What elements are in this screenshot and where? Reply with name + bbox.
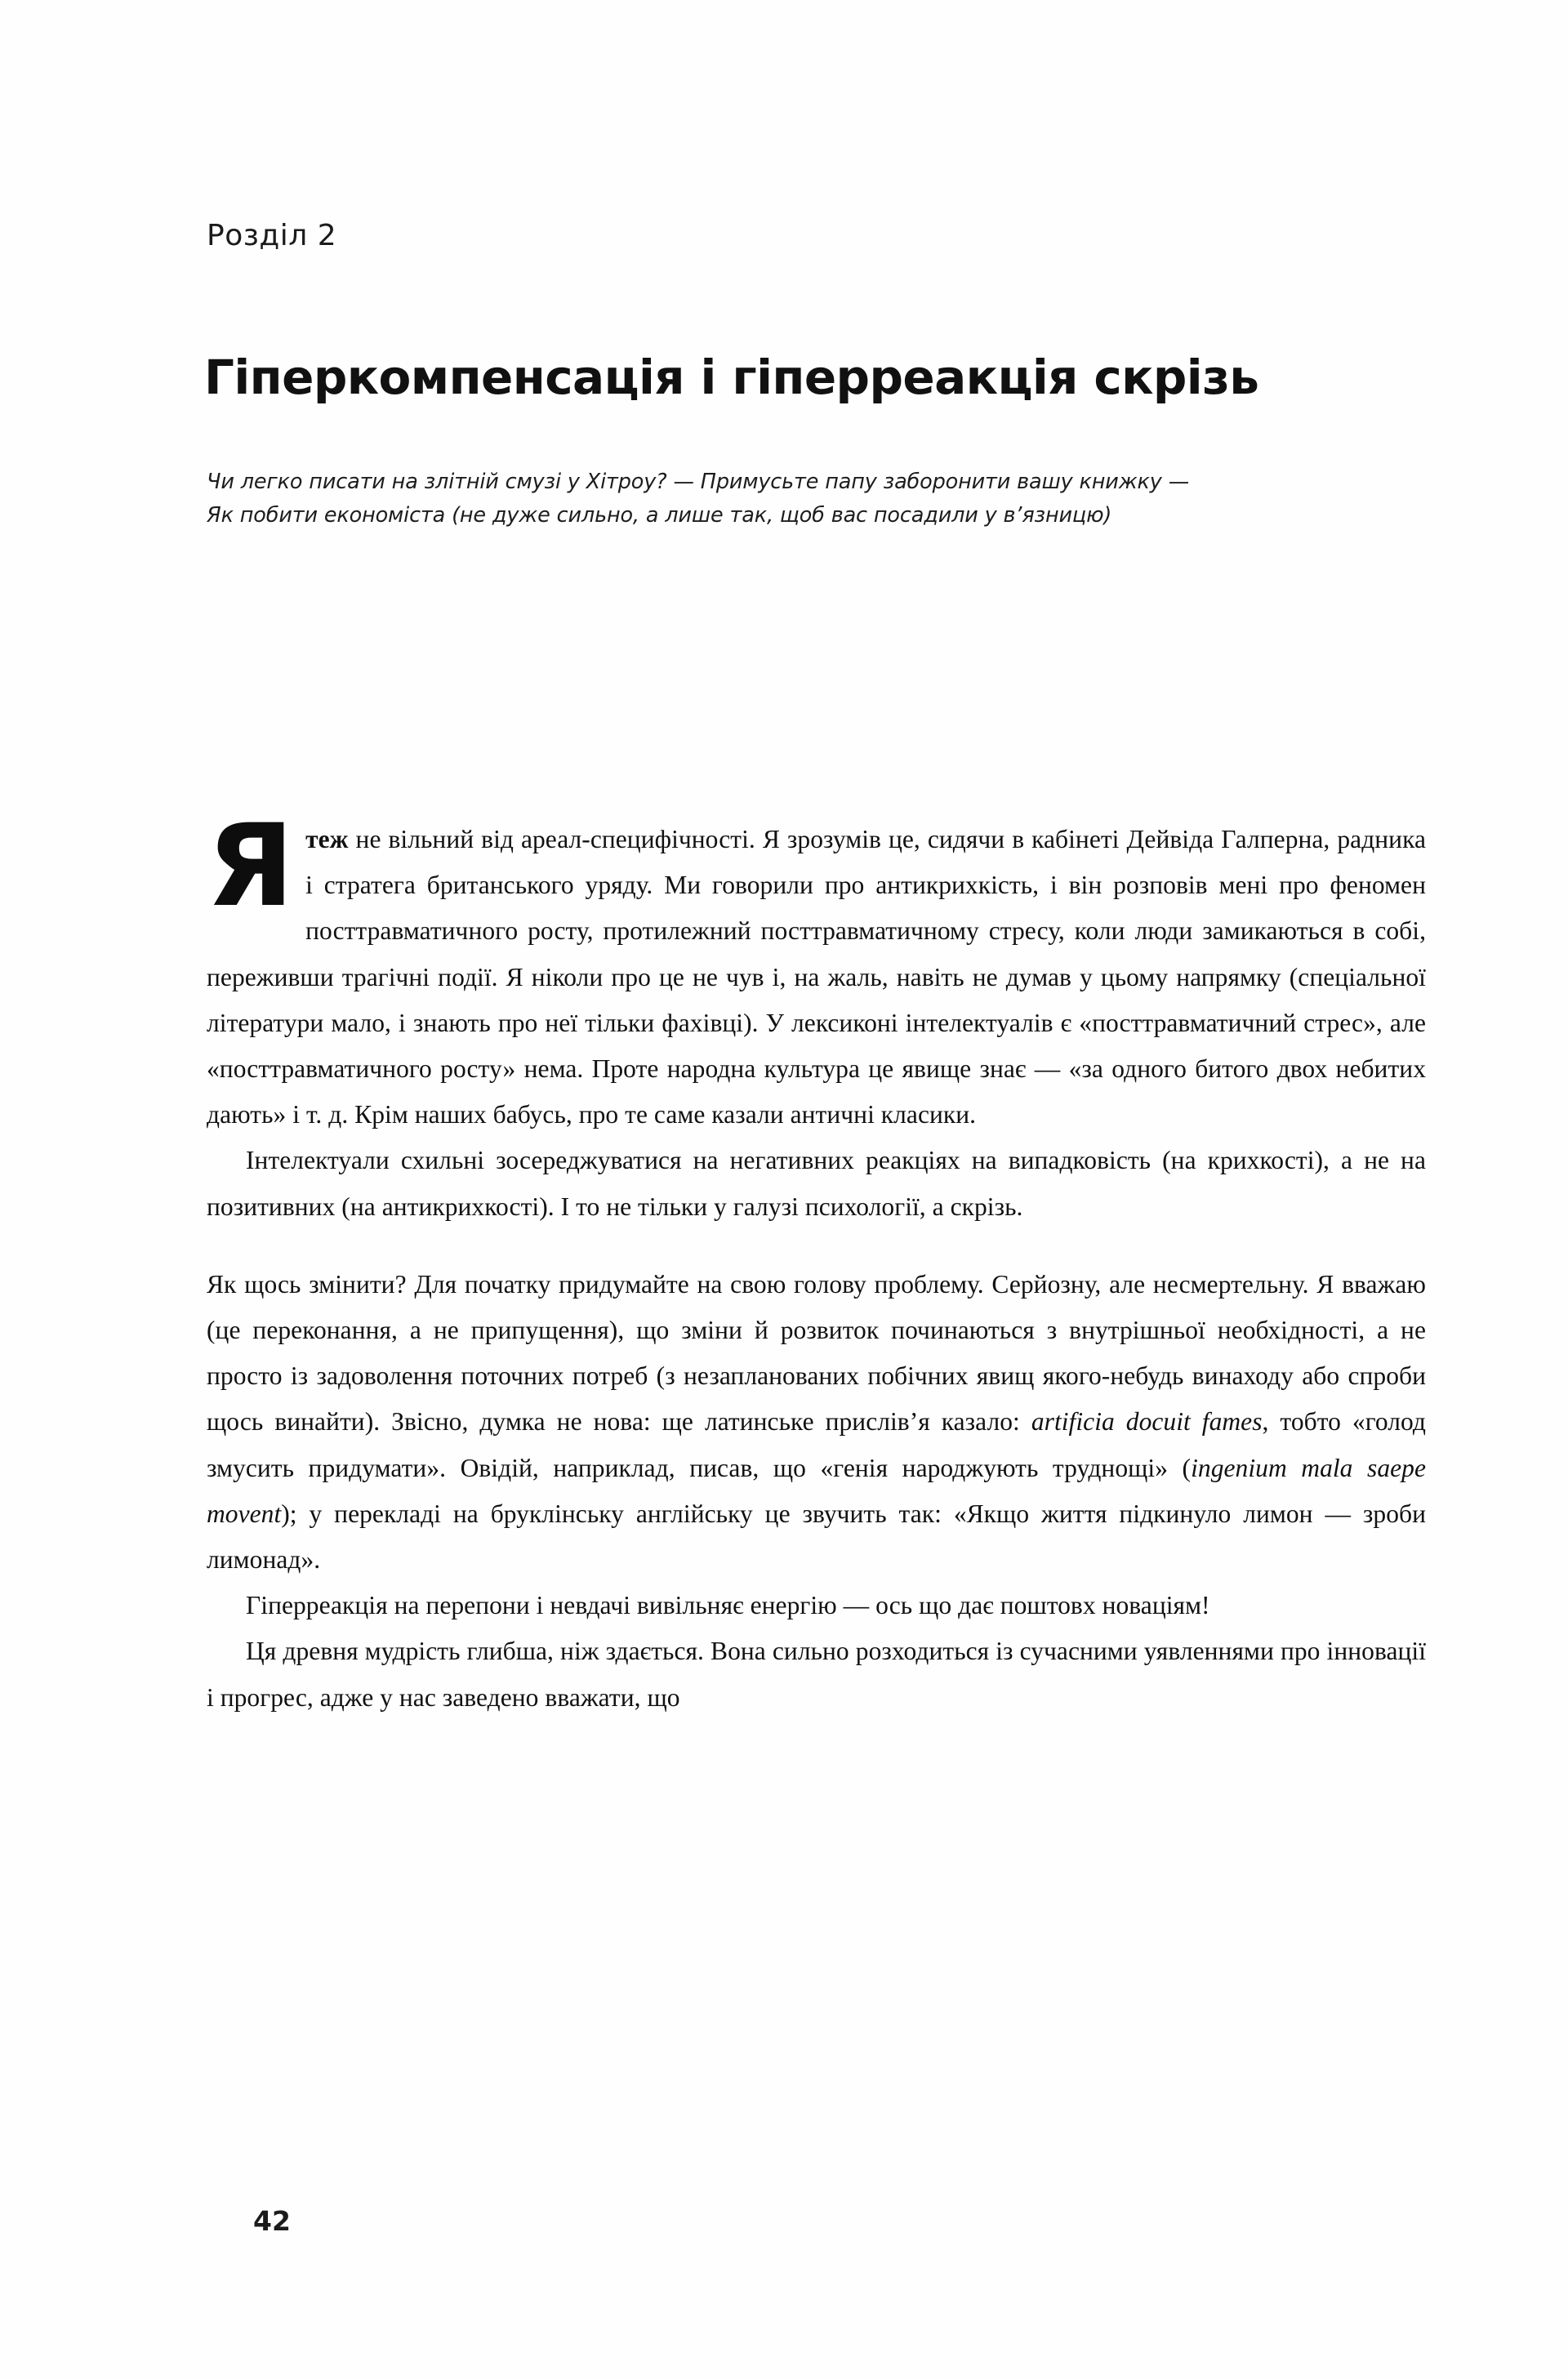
epigraph-line-1: Чи легко писати на злітній смузі у Хітроу? — Примусьте папу заборонити вашу книжку — xyxy=(207,470,1190,494)
page-title: Гіперкомпенсація і гіперреакція скрізь xyxy=(204,349,1259,405)
paragraph-3 xyxy=(207,1262,1426,1583)
epigraph-line-2: Як побити економіста (не дуже сильно, а лише так, щоб вас посадили у в’язницю) xyxy=(207,503,1112,528)
paragraph-4: Гіперреакція на перепони і невдачі вивільняє енергію — ось що дає поштовх новаціям! xyxy=(246,1591,1210,1620)
chapter-label: Розділ 2 xyxy=(207,219,337,252)
lead-bold-word: теж xyxy=(305,825,349,853)
page-number: 42 xyxy=(253,2205,291,2237)
paragraph-2: Інтелектуали схильні зосереджуватися на негативних реакціях на випадковість (на крихкості), а не на позитивних (на антикрихкості). І то не тільки у галузі психології, а скрізь. xyxy=(207,1146,1426,1221)
epigraph xyxy=(207,466,1432,533)
latin-phrase-2: ingenium mala saepe movent xyxy=(207,1453,1426,1528)
paragraph-1 xyxy=(207,800,1426,1138)
paragraph-1-text: не вільний від ареал-специфічності. Я зрозумів це, сидячи в кабінеті Дейвіда Галперна, радника і стратега британського уряду. Ми говорили про антикрихкість, і він розповів мені про феномен посттравматичного росту, протилежний посттравматичному стресу, коли люди замикаються в собі, переживши трагічні події. Я ніколи про це не чув і, на жаль, навіть не думав у цьому напрямку (спеціальної літератури мало, і знають про неї тільки фахівці). У лексиконі інтелектуалів є «посттравматичний стрес», але «посттравматичного росту» нема. Проте народна культура це явище знає — «за одного битого двох небитих дають» і т. д. Крім наших бабусь, про те саме казали античні класики. xyxy=(207,825,1426,1129)
drop-cap: Я xyxy=(207,800,295,932)
latin-phrase-1: artificia docuit fames xyxy=(1031,1407,1263,1437)
paragraph-3-part-3: ); у перекладі на бруклінську англійську це звучить так: «Якщо життя підкинуло лимон — зроби лимонад». xyxy=(207,1499,1426,1575)
paragraph-3-part-2: , тобто «голод змусить придумати». Овідій, наприклад, писав, що «генія народжують труднощі» ( xyxy=(207,1407,1426,1482)
paragraph-3-part-1: Як щось змінити? Для початку придумайте на свою голову проблему. Серйозну, але несмертельну. Я вважаю (це переконання, а не припущення), що зміни й розвиток починаються з внутрішньої необхідності, а не просто із задоволення поточних потреб (з незапланованих побічних явищ якого-небудь винаходу або спроби щось винайти). Звісно, думка не нова: ще латинське прислів’я казало: xyxy=(207,1269,1426,1437)
paragraph-5: Ця древня мудрість глибша, ніж здається. Вона сильно розходиться із сучасними уявленнями про інновації і прогрес, адже у нас заведено вважати, що xyxy=(207,1637,1426,1712)
body-text xyxy=(207,800,1426,1721)
